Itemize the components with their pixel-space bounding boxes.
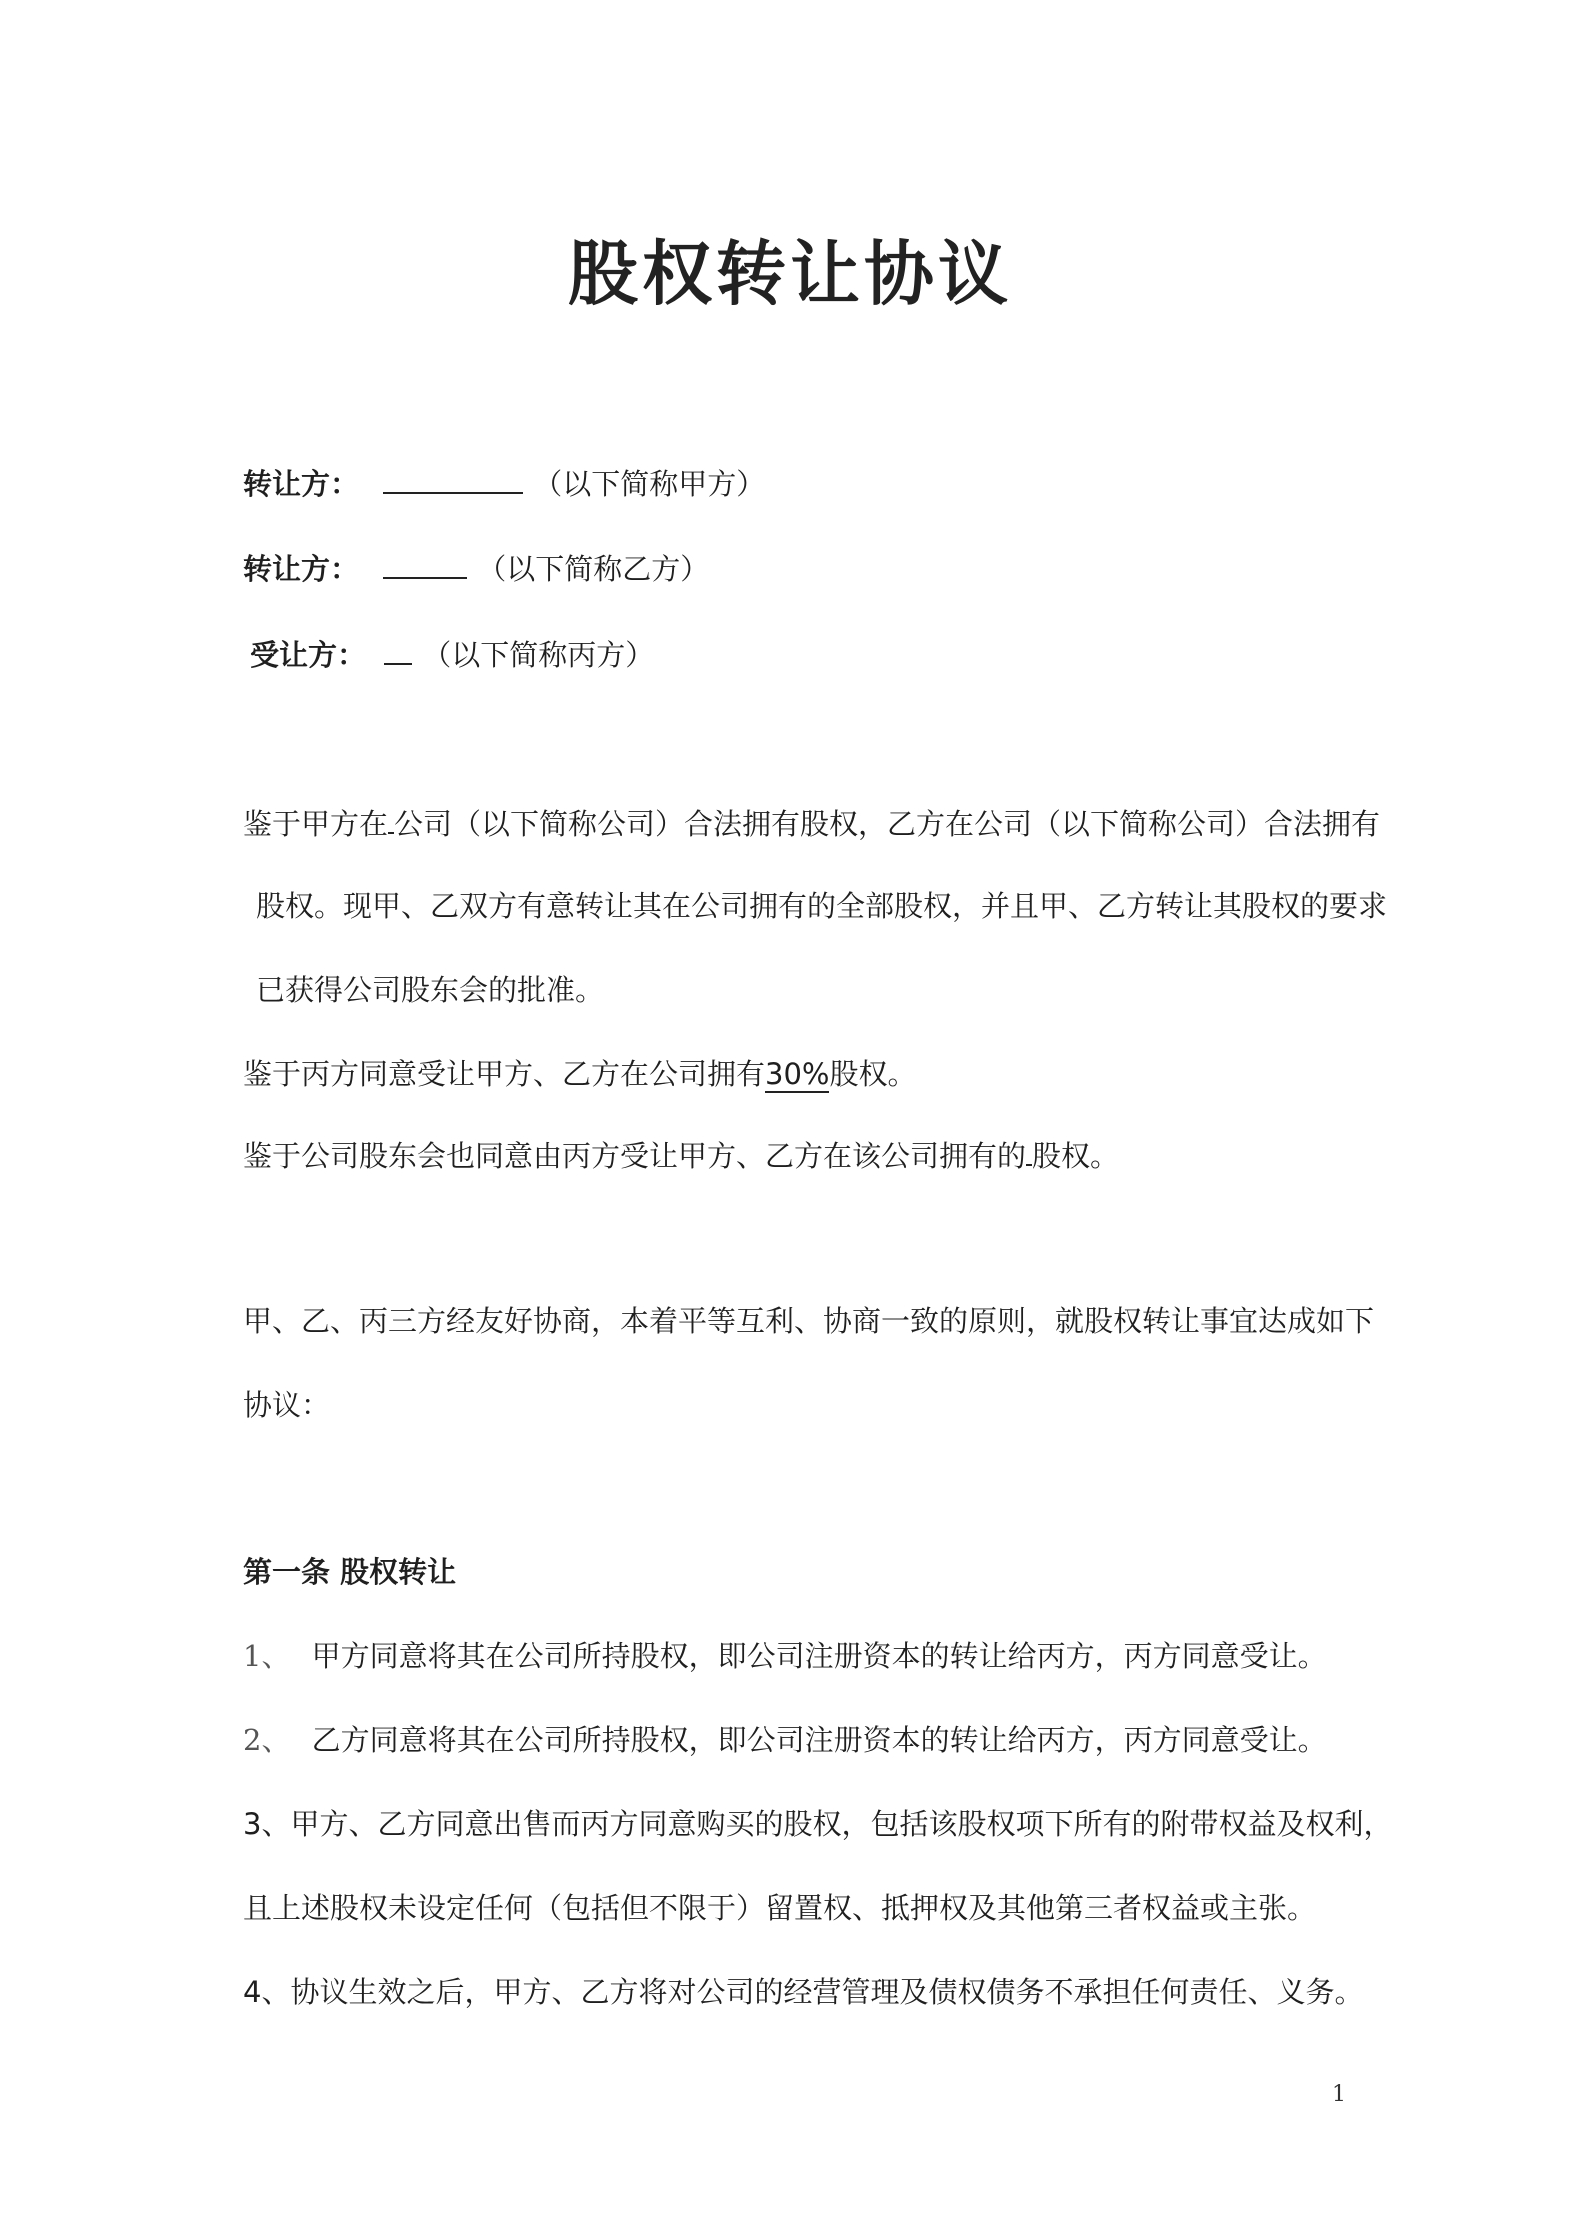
agreement-intro-line-1: 甲、乙、丙三方经友好协商，本着平等互利、协商一致的原则，就股权转让事宜达成如下 — [243, 1304, 1375, 1338]
recital-3: 鉴于公司股东会也同意由丙方受让甲方、乙方在该公司拥有的 股权。 — [243, 1134, 1119, 1175]
party-alias: （以下简称甲方） — [533, 467, 766, 501]
article-1-item-3-line-2: 且上述股权未设定任何（包括但不限于）留置权、抵押权及其他第三者权益或主张。 — [243, 1891, 1317, 1925]
recital-1-line-2: 股权。现甲、乙双方有意转让其在公司拥有的全部股权，并且甲、乙方转让其股权的要求 — [256, 889, 1388, 923]
party-name-blank[interactable] — [383, 464, 523, 494]
recital-1-line-1: 鉴于甲方在 公司（以下简称公司）合法拥有股权，乙方在公司（以下简称公司）合法拥有 — [243, 802, 1380, 843]
article-1-heading: 第一条 股权转让 — [243, 1555, 457, 1589]
party-transferor-a — [243, 462, 765, 503]
article-1-item-1: 1、 甲方同意将其在公司所持股权，即公司注册资本的转让给丙方，丙方同意受让。 — [243, 1639, 1327, 1673]
party-transferor-b — [243, 547, 709, 588]
item-number: 2、 — [243, 1723, 291, 1757]
article-1-item-4: 4、协议生效之后，甲方、乙方将对公司的经营管理及债权债务不承担任何责任、义务。 — [243, 1975, 1364, 2009]
party-label: 转让方： — [243, 552, 360, 586]
recital-1-line-3: 已获得公司股东会的批准。 — [256, 973, 605, 1007]
party-name-blank[interactable] — [383, 549, 467, 579]
document-title: 股权转让协议 — [568, 233, 1012, 315]
article-1-item-2: 2、 乙方同意将其在公司所持股权，即公司注册资本的转让给丙方，丙方同意受让。 — [243, 1723, 1327, 1757]
recital-2: 鉴于丙方同意受让甲方、乙方在公司拥有30%股权。 — [243, 1057, 917, 1091]
agreement-intro-line-2: 协议： — [243, 1388, 331, 1422]
share-percentage: 30% — [765, 1057, 830, 1091]
article-1-item-3-line-1: 3、甲方、乙方同意出售而丙方同意购买的股权，包括该股权项下所有的附带权益及权利， — [243, 1807, 1393, 1841]
party-label: 受让方： — [250, 638, 367, 672]
party-alias: （以下简称丙方） — [422, 638, 655, 672]
page-number: 1 — [1332, 2082, 1346, 2107]
party-transferee — [250, 633, 654, 674]
party-alias: （以下简称乙方） — [477, 552, 710, 586]
party-name-blank[interactable] — [384, 635, 412, 665]
party-label: 转让方： — [243, 467, 360, 501]
item-number: 1、 — [243, 1639, 291, 1673]
